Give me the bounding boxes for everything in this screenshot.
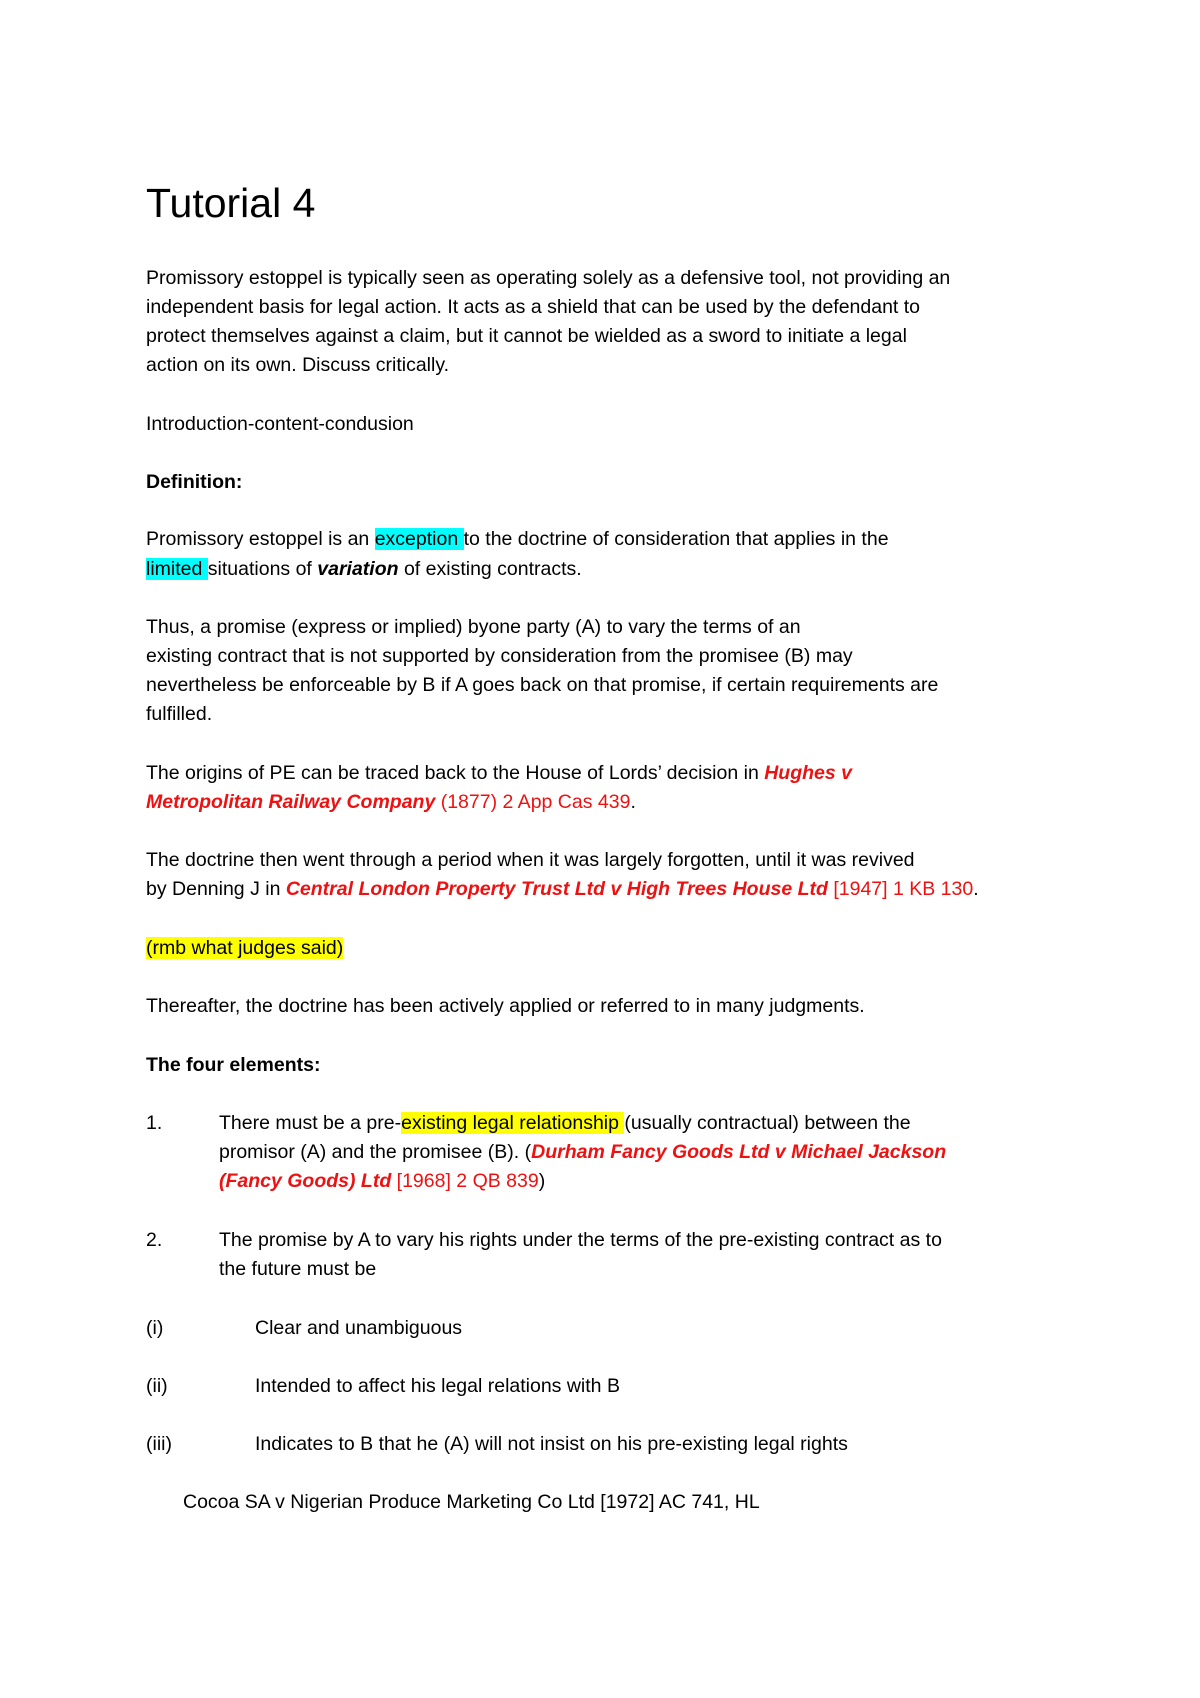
question-line-1: Promissory estoppel is typically seen as operating solely as a defensive tool, not providing an [146, 267, 951, 289]
element-2-number: 2. [146, 1229, 163, 1251]
period: . [630, 791, 636, 813]
origins-line-2 [146, 788, 636, 818]
element-1-number: 1. [146, 1112, 163, 1134]
definition-text: of existing contracts. [398, 558, 582, 580]
question-line-4: action on its own. Discuss critically. [146, 354, 450, 376]
origins-text: The origins of PE can be traced back to the House of Lords’ decision in [146, 762, 765, 784]
definition-line-1 [146, 525, 889, 555]
case-hughes-part2: Metropolitan Railway Company [146, 791, 436, 813]
subitem-ii [146, 1372, 1046, 1402]
highlight-legal-relationship: existing legal relationship [401, 1112, 625, 1134]
question-line-3: protect themselves against a claim, but it cannot be wielded as a sword to initiate a legal [146, 325, 907, 347]
judges-note-line [146, 934, 343, 964]
case-durham-part1: Durham Fancy Goods Ltd v Michael Jackson [531, 1141, 947, 1163]
judges-note: (rmb what judges said) [146, 937, 344, 959]
thus-line-3: nevertheless be enforceable by B if A goes back on that promise, if certain requirements are [146, 674, 939, 696]
thus-line-2: existing contract that is not supported by consideration from the promisee (B) may [146, 645, 853, 667]
definition-line-2 [146, 555, 582, 585]
citation-high-trees: [1947] 1 KB 130 [827, 878, 974, 900]
element-2-line-2: the future must be [219, 1258, 377, 1280]
closing-paren: ) [538, 1170, 546, 1192]
subitem-label: (iii) [146, 1433, 172, 1455]
subitem-iii [146, 1430, 1046, 1460]
highlight-limited: limited [146, 558, 208, 580]
final-case-citation: Cocoa SA v Nigerian Produce Marketing Co Ltd [1972] AC 741, HL [183, 1491, 760, 1513]
case-durham-part2: (Fancy Goods) Ltd [219, 1170, 392, 1192]
element-text: (usually contractual) between the [624, 1112, 911, 1134]
element-text: There must be a pre- [219, 1112, 402, 1134]
subitem-text: Intended to affect his legal relations with B [255, 1375, 620, 1397]
element-text: promisor (A) and the promisee (B). ( [219, 1141, 532, 1163]
period: . [973, 878, 979, 900]
case-high-trees: Central London Property Trust Ltd v High Trees House Ltd [285, 878, 828, 900]
element-2 [146, 1226, 1046, 1286]
thus-line-1: Thus, a promise (express or implied) byone party (A) to vary the terms of an [146, 616, 801, 638]
subitem-text: Clear and unambiguous [255, 1317, 463, 1339]
element-2-line-1: The promise by A to vary his rights under the terms of the pre-existing contract as to [219, 1229, 942, 1251]
elements-heading: The four elements: [146, 1054, 321, 1076]
thus-line-4: fulfilled. [146, 703, 213, 725]
highlight-exception: exception [374, 528, 464, 550]
structure-note: Introduction-content-condusion [146, 413, 414, 435]
subitem-i [146, 1314, 1046, 1344]
case-hughes-part1: Hughes v [764, 762, 852, 784]
subitem-text: Indicates to B that he (A) will not insist on his pre-existing legal rights [255, 1433, 848, 1455]
origins-line-1 [146, 759, 852, 789]
citation-hughes: (1877) 2 App Cas 439 [435, 791, 631, 813]
revived-line-1: The doctrine then went through a period when it was largely forgotten, until it was revived [146, 849, 915, 871]
element-1 [146, 1109, 1046, 1199]
question-line-2: independent basis for legal action. It acts as a shield that can be used by the defendant to [146, 296, 921, 318]
revived-text: by Denning J in [146, 878, 286, 900]
subitem-label: (ii) [146, 1375, 168, 1397]
definition-text: Promissory estoppel is an [146, 528, 375, 550]
definition-heading: Definition: [146, 471, 243, 493]
emphasis-variation: variation [317, 558, 399, 580]
element-1-line-2 [219, 1138, 946, 1168]
element-1-line-1 [219, 1109, 911, 1139]
revived-line-2 [146, 875, 979, 905]
thereafter-line: Thereafter, the doctrine has been actively applied or referred to in many judgments. [146, 995, 865, 1017]
citation-durham: [1968] 2 QB 839 [391, 1170, 539, 1192]
element-1-line-3 [219, 1167, 545, 1197]
page-title: Tutorial 4 [146, 180, 316, 226]
definition-text: to the doctrine of consideration that applies in the [463, 528, 889, 550]
subitem-label: (i) [146, 1317, 164, 1339]
definition-text: situations of [207, 558, 318, 580]
